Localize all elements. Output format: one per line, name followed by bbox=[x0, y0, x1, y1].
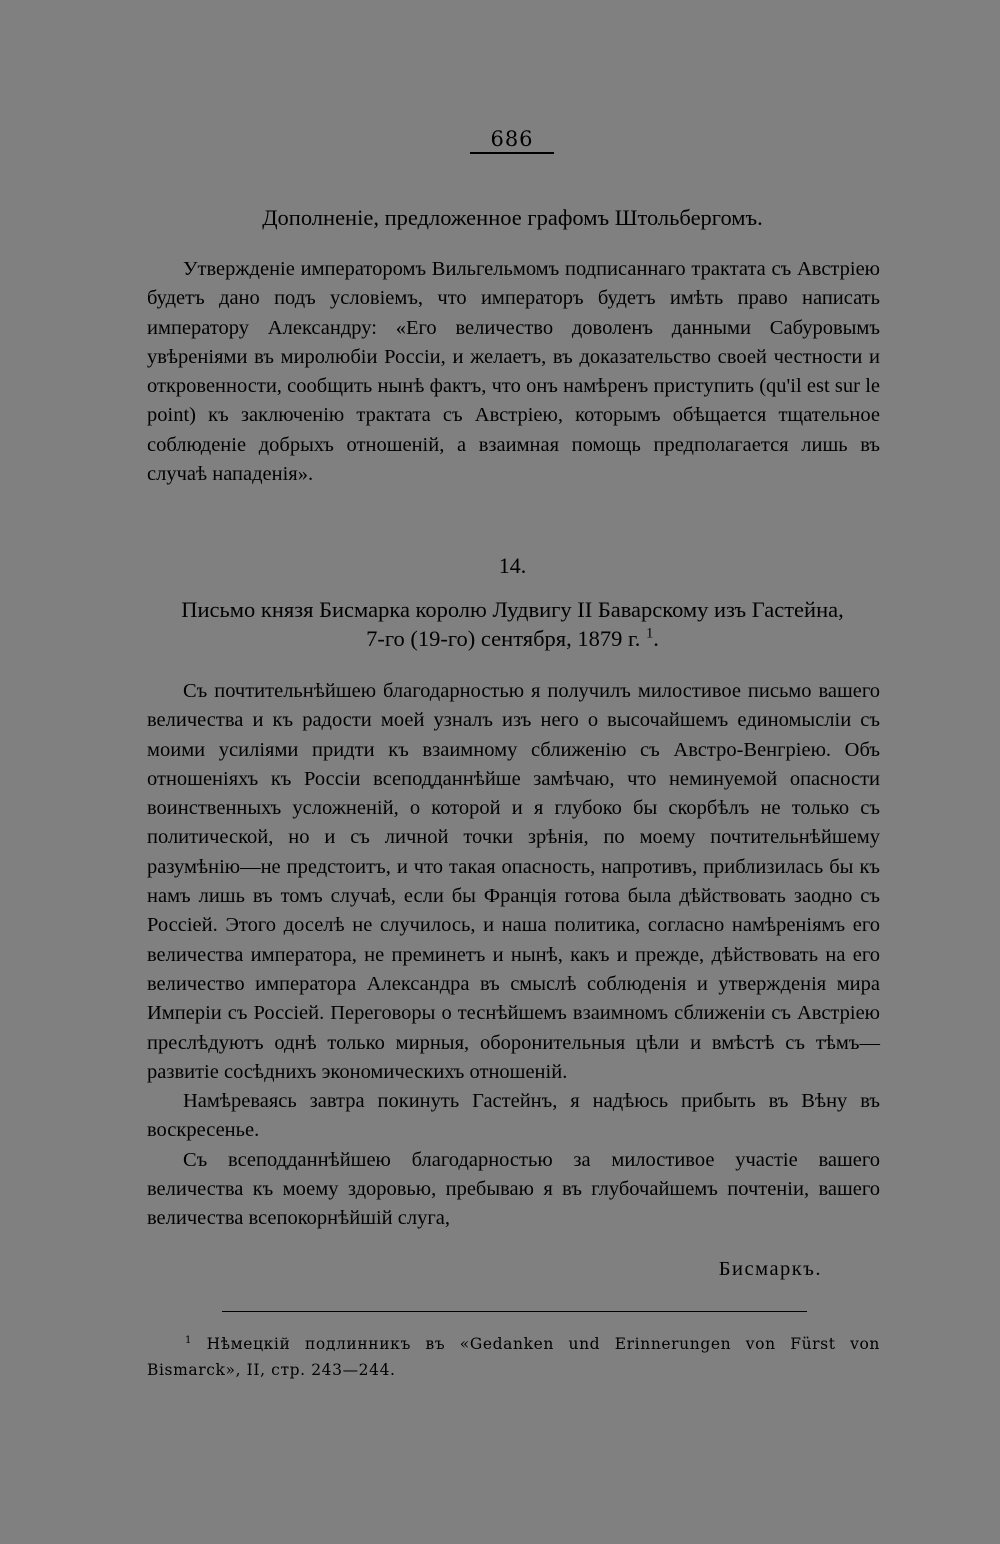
addendum-title: Дополненіе, предложенное графомъ Штольбергомъ. bbox=[262, 205, 763, 230]
letter-paragraph: Съ всеподданнѣйшею благодарностью за милостивое участіе вашего величества къ моему здоровью, пребываю я въ глубочайшемъ почтеніи, вашего величества всепокорнѣйшій слуга, bbox=[147, 1148, 880, 1230]
footnote-text: Нѣмецкій подлинникъ въ «Gedanken und Erinnerungen von Fürst von Bismarck», II, стр. 243—244. bbox=[147, 1335, 880, 1379]
signature: Бисмаркъ. bbox=[718, 1258, 822, 1280]
letter-paragraph: Съ почтительнѣйшею благодарностью я получилъ милостивое письмо вашего величества и къ радости моей узналъ изъ него о высочайшемъ единомысліи съ моими усиліями придти къ взаимному сближенію съ Австро-Венгріею. Объ отношеніяхъ къ Россіи всеподданнѣйше замѣчаю, что неминуемой опасности воинственныхъ усложненій, о которой и я глубоко бы скорбѣлъ не только съ политической, но и съ личной точки зрѣнія, по моему почтительнѣйшему разумѣнію—не предстоитъ, и что такая опасность, напротивъ, приблизилась бы къ намъ лишь въ томъ случаѣ, если бы Франція готова была дѣйствовать заодно съ Россіей. Этого доселѣ не случилось, и наша политика, согласно намѣреніямъ его величества императора, не преминетъ и нынѣ, какъ и прежде, дѣйствовать на его величество императора Александра въ смыслѣ соблюденія и утвержденія мира Имперіи съ Россіей. Переговоры о теснѣйшемъ взаимномъ сближеніи съ Австріею преслѣдуютъ однѣ только мирныя, оборонительныя цѣли и вмѣстѣ съ тѣмъ—развитіе сосѣднихъ экономическихъ отношеній. bbox=[147, 680, 880, 1083]
footnote-mark: 1 bbox=[185, 1334, 193, 1346]
letter-title bbox=[140, 595, 885, 653]
letter-title-line-2: 7-го (19-го) сентября, 1879 г. $^1$. bbox=[366, 625, 659, 651]
footnote-paragraph bbox=[147, 1331, 880, 1383]
footnote-reference: 1 bbox=[645, 625, 654, 642]
footnote-divider bbox=[222, 1311, 807, 1312]
addendum-text-block bbox=[147, 255, 880, 489]
document-number: 14. bbox=[498, 553, 527, 578]
letter-title-line-1: Письмо князя Бисмарка королю Лудвигу II Баварскому изъ Гастейна, bbox=[181, 597, 844, 622]
page-number-underline bbox=[470, 152, 554, 154]
letter-body bbox=[147, 677, 880, 1234]
letter-title-date: 7-го (19-го) сентября, 1879 г. bbox=[366, 626, 641, 651]
footnote bbox=[147, 1331, 880, 1383]
letter-paragraph: Намѣреваясь завтра покинуть Гастейнъ, я надѣюсь прибыть въ Вѣну въ воскресенье. bbox=[147, 1090, 880, 1142]
page-number: 686 bbox=[490, 127, 534, 151]
addendum-paragraph: Утвержденіе императоромъ Вильгельмомъ подписаннаго трактата съ Австріею будетъ дано подъ условіемъ, что императоръ будетъ имѣть право написать императору Александру: «Его величество доволенъ данными Сабуровымъ увѣреніями въ миролюбіи Россіи, и желаетъ, въ доказательство своей честности и откровенности, сообщить нынѣ фактъ, что онъ намѣренъ приступить (qu'il est sur le point) къ заключенію трактата съ Австріею, которымъ обѣщается тщательное соблюденіе добрыхъ отношеній, а взаимная помощь предполагается лишь въ случаѣ нападенія». bbox=[147, 258, 880, 486]
